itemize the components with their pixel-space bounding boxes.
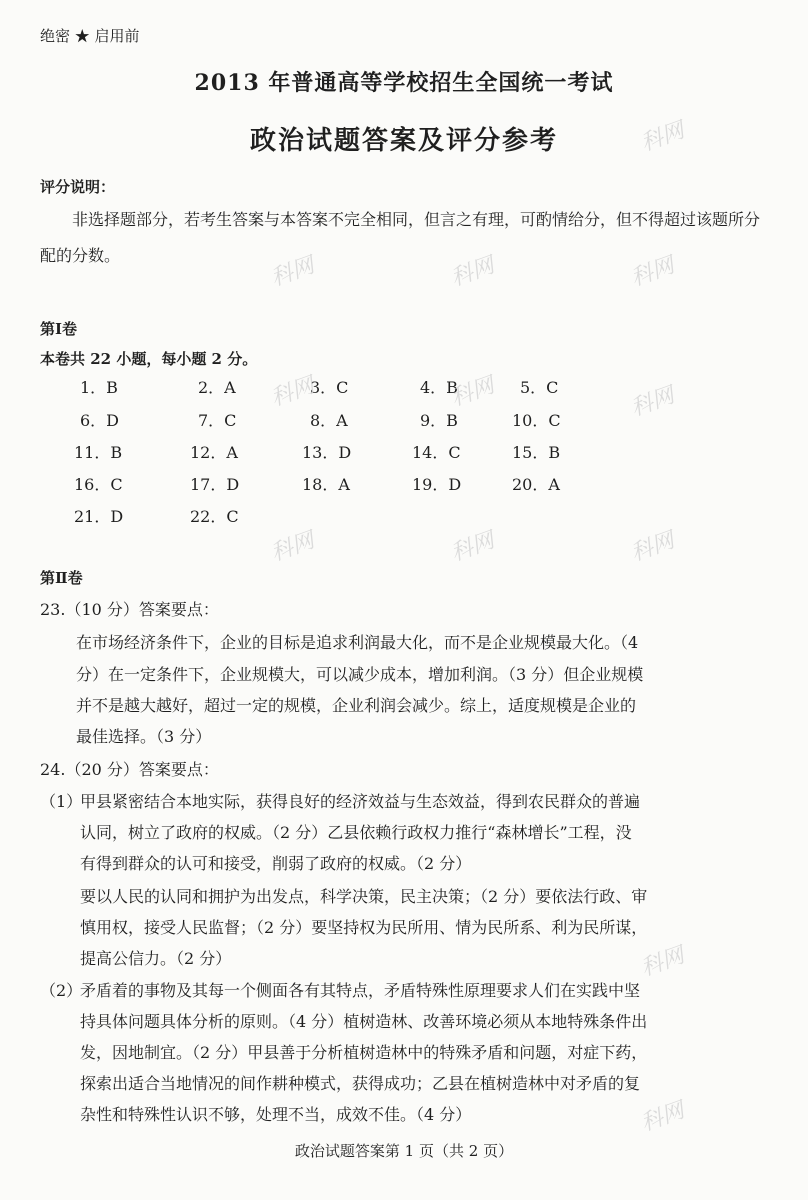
secret-label: 绝密 ★ 启用前 [40,27,140,45]
answer-12: 12．A [190,443,238,462]
exam-title: 2013 年普通高等学校招生全国统一考试 [194,70,614,96]
q24-part2-marker: （2） [40,981,83,1000]
answer-11: 11．B [74,443,123,462]
q23-line-3: 并不是越大越好，超过一定的规模，企业利润会减少。综上，适度规模是企业的 [76,696,637,715]
part2-heading: 第Ⅱ卷 [40,569,83,587]
watermark: 科网 [627,253,678,292]
q24-part1-line-3: 有得到群众的认可和接受，削弱了政府的权威。（2 分） [80,854,472,873]
q24-part1-line-4: 要以人民的认同和拥护为出发点，科学决策，民主决策；（2 分）要依法行政、审 [80,887,648,906]
q24-part2-line-4: 探索出适合当地情况的间作耕种模式，获得成功；乙县在植树造林中对矛盾的复 [80,1074,641,1093]
watermark: 科网 [637,943,688,982]
q24-part2-line-2: 持具体问题具体分析的原则。（4 分）植树造林、改善环境必须从本地特殊条件出 [80,1012,648,1031]
watermark: 科网 [627,528,678,567]
answer-18: 18．A [302,475,350,494]
answer-13: 13．D [302,443,352,462]
watermark: 科网 [637,118,688,157]
answer-6: 6．D [80,411,120,430]
answer-22: 22．C [190,507,239,526]
answer-16: 16．C [74,475,123,494]
answer-21: 21．D [74,507,124,526]
q24-part1-line-2: 认同，树立了政府的权威。（2 分）乙县依赖行政权力推行“森林增长”工程，没 [80,823,632,842]
answer-15: 15．B [512,443,561,462]
watermark: 科网 [267,253,318,292]
scoring-note-heading: 评分说明： [40,178,116,196]
watermark: 科网 [627,383,678,422]
part1-heading: 第Ⅰ卷 [40,320,78,338]
q24-part1-line-1: 甲县紧密结合本地实际，获得良好的经济效益与生态效益，得到农民群众的普遍 [80,792,641,811]
q24-title: 24.（20 分）答案要点： [40,760,219,779]
answer-9: 9．B [420,411,458,430]
answer-3: 3．C [310,378,349,397]
answer-7: 7．C [198,411,237,430]
q23-title: 23.（10 分）答案要点： [40,600,219,619]
q23-line-2: 分）在一定条件下，企业规模大，可以减少成本，增加利润。（3 分）但企业规模 [76,665,644,684]
answer-8: 8．A [310,411,348,430]
answer-5: 5．C [520,378,559,397]
q24-part2-line-3: 发，因地制宜。（2 分）甲县善于分析植树造林中的特殊矛盾和问题，对症下药， [80,1043,648,1062]
answer-14: 14．C [412,443,461,462]
answer-20: 20．A [512,475,560,494]
page-footer: 政治试题答案第 1 页（共 2 页） [294,1142,514,1160]
q24-part2-line-5: 杂性和特殊性认识不够，处理不当，成效不佳。（4 分） [80,1105,472,1124]
document-title: 政治试题答案及评分参考 [249,126,558,156]
answer-4: 4．B [420,378,458,397]
q23-line-4: 最佳选择。（3 分） [76,727,212,746]
q24-part1-marker: （1） [40,792,83,811]
q23-line-1: 在市场经济条件下，企业的目标是追求利润最大化，而不是企业规模最大化。（4 [76,633,639,652]
q24-part2-line-1: 矛盾着的事物及其每一个侧面各有其特点，矛盾特殊性原理要求人们在实践中坚 [80,981,641,1000]
watermark: 科网 [447,528,498,567]
q24-part1-line-5: 慎用权，接受人民监督；（2 分）要坚持权为民所用、情为民所系、利为民所谋， [80,918,648,937]
answer-2: 2．A [198,378,236,397]
part1-instruction: 本卷共 22 小题，每小题 2 分。 [40,350,258,368]
watermark: 科网 [447,373,498,412]
q24-part1-line-6: 提高公信力。（2 分） [80,949,232,968]
scoring-note-text: 非选择题部分，若考生答案与本答案不完全相同，但言之有理，可酌情给分，但不得超过该题所分配的分数。 [40,210,761,265]
answer-1: 1．B [80,378,118,397]
watermark: 科网 [267,373,318,412]
answer-17: 17．D [190,475,240,494]
watermark: 科网 [637,1098,688,1137]
watermark: 科网 [447,253,498,292]
answer-10: 10．C [512,411,561,430]
answer-19: 19．D [412,475,462,494]
watermark: 科网 [267,528,318,567]
